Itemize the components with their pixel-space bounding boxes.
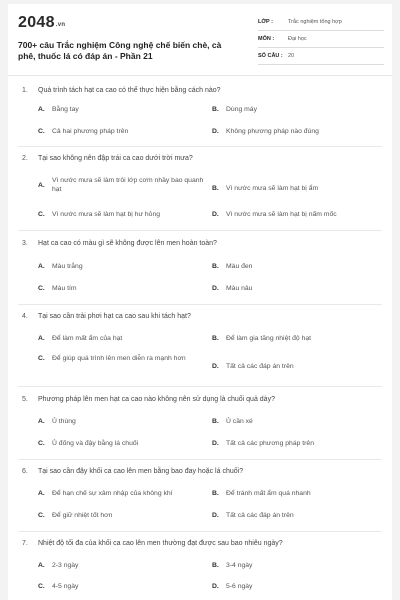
option-text: Tất cả các đáp án trên <box>226 512 294 519</box>
option-letter: A. <box>38 181 45 189</box>
option-text: 4-5 ngày <box>52 583 79 590</box>
question-number: 5. <box>22 396 28 403</box>
logo-main: 2048 <box>18 14 55 31</box>
question-stem: Tại sao cần trải phơi hạt ca cao sau khi tách hạt? <box>38 313 191 320</box>
document-page <box>8 4 392 600</box>
option-letter: D. <box>212 583 219 590</box>
question-text <box>22 239 382 248</box>
option-letter: C. <box>38 512 45 519</box>
option-letter: D. <box>212 363 219 370</box>
option-a[interactable] <box>38 176 206 194</box>
option-letter: A. <box>38 335 45 342</box>
option-a[interactable] <box>38 105 208 114</box>
option-letter: B. <box>212 263 219 270</box>
question-number: 1. <box>22 87 28 94</box>
option-text: Ủ thùng <box>52 418 76 425</box>
meta-subject-label: MÔN : <box>258 36 275 42</box>
option-letter: B. <box>212 106 219 113</box>
option-a[interactable] <box>38 417 208 426</box>
option-b[interactable] <box>212 417 382 426</box>
option-a[interactable] <box>38 334 208 343</box>
option-letter: D. <box>212 211 219 218</box>
logo-tld: .vn <box>55 22 66 28</box>
option-b[interactable] <box>212 561 382 570</box>
option-letter: C. <box>38 285 45 292</box>
option-text: Màu đen <box>226 263 253 270</box>
question-text <box>22 395 382 404</box>
option-letter: C. <box>38 583 45 590</box>
option-letter: A. <box>38 263 45 270</box>
option-d[interactable] <box>212 582 382 591</box>
option-b[interactable] <box>212 489 382 498</box>
option-text: Tất cả các đáp án trên <box>226 363 294 370</box>
option-letter: C. <box>38 128 45 135</box>
divider <box>18 459 382 460</box>
option-text: Màu trắng <box>52 263 83 270</box>
meta-subject-value: Đại học <box>288 36 307 42</box>
question-number: 4. <box>22 313 28 320</box>
question-text <box>22 539 382 548</box>
option-text: 3-4 ngày <box>226 562 253 569</box>
divider <box>18 531 382 532</box>
document-meta <box>258 14 384 65</box>
question-stem: Quá trình tách hạt ca cao có thể thực hiện bằng cách nào? <box>38 87 221 94</box>
site-logo[interactable] <box>18 14 65 32</box>
option-letter: A. <box>38 490 45 497</box>
question-number: 6. <box>22 468 28 475</box>
meta-class-value: Trắc nghiệm tổng hợp <box>288 19 342 25</box>
option-d[interactable] <box>212 439 382 448</box>
option-text: Ủ đống và đậy bằng lá chuối <box>52 440 139 447</box>
option-text: Vì nước mưa sẽ làm hạt bị nấm mốc <box>226 211 337 218</box>
meta-class-row <box>258 14 384 31</box>
option-text: Để làm gia tăng nhiệt độ hạt <box>226 335 312 342</box>
option-text: Ủ cần xé <box>226 418 253 425</box>
option-letter: B. <box>212 418 219 425</box>
divider <box>18 386 382 387</box>
meta-class-label: LỚP : <box>258 19 273 25</box>
option-letter: D. <box>212 128 219 135</box>
option-text: Màu tím <box>52 285 77 292</box>
meta-count-label: SỐ CÂU : <box>258 53 283 59</box>
option-c[interactable] <box>38 127 208 136</box>
meta-count-value: 20 <box>288 53 295 59</box>
option-text: Dùng máy <box>226 106 257 113</box>
meta-subject-row <box>258 31 384 48</box>
option-letter: D. <box>212 285 219 292</box>
option-c[interactable] <box>38 284 208 293</box>
document-header <box>8 4 392 76</box>
option-c[interactable] <box>38 210 208 219</box>
document-title: 700+ câu Trắc nghiệm Công nghệ chế biến chè, cà phê, thuốc lá có đáp án - Phần 21 <box>18 40 222 61</box>
option-letter: B. <box>212 185 219 192</box>
option-b[interactable] <box>212 184 382 193</box>
question-stem: Tại sao cần đậy khối ca cao lên men bằng bao đay hoặc lá chuối? <box>38 468 244 475</box>
question-stem: Nhiệt độ tối đa của khối ca cao lên men thường đạt được sau bao nhiêu ngày? <box>38 540 283 547</box>
question-text <box>22 154 382 163</box>
question-number: 7. <box>22 540 28 547</box>
option-d[interactable] <box>212 362 382 371</box>
option-d[interactable] <box>212 511 382 520</box>
option-a[interactable] <box>38 489 210 498</box>
option-letter: D. <box>212 440 219 447</box>
option-d[interactable] <box>212 210 384 219</box>
meta-count-row <box>258 48 384 65</box>
option-b[interactable] <box>212 262 382 271</box>
option-b[interactable] <box>212 105 382 114</box>
option-b[interactable] <box>212 334 382 343</box>
option-text: Để giúp quá trình lên men diễn ra mạnh hơn <box>52 355 186 362</box>
option-letter: B. <box>212 490 219 497</box>
option-letter: C. <box>38 211 45 218</box>
question-stem: Tại sao không nên đập trái ca cao dưới trời mưa? <box>38 155 193 162</box>
option-d[interactable] <box>212 127 382 136</box>
option-letter: A. <box>38 106 45 113</box>
option-text: 2-3 ngày <box>52 562 79 569</box>
option-text: Không phương pháp nào đúng <box>226 128 319 135</box>
option-letter: B. <box>212 562 219 569</box>
option-letter: D. <box>212 512 219 519</box>
option-text: Vì nước mưa sẽ làm hạt bị hư hỏng <box>52 211 161 218</box>
option-c[interactable] <box>38 511 208 520</box>
option-text: Vì nước mưa sẽ làm hạt bị ẩm <box>226 185 319 192</box>
option-text: Tất cả các phương pháp trên <box>226 440 314 447</box>
divider <box>18 146 382 147</box>
option-a[interactable] <box>38 561 208 570</box>
option-a[interactable] <box>38 262 208 271</box>
option-text: Để làm mất ẩm của hạt <box>52 335 123 342</box>
option-letter: C. <box>38 440 45 447</box>
question-text <box>22 467 382 476</box>
divider <box>18 304 382 305</box>
option-text: Vì nước mưa sẽ làm trôi lớp cơm nhầy bao quanh hạt <box>52 177 204 193</box>
question-number: 3. <box>22 240 28 247</box>
question-stem: Hạt ca cao có màu gì sẽ không được lên men hoàn toàn? <box>38 240 217 247</box>
option-text: 5-6 ngày <box>226 583 253 590</box>
option-d[interactable] <box>212 284 382 293</box>
question-text <box>22 312 382 321</box>
option-text: Để hạn chế sự xâm nhập của không khí <box>52 490 173 497</box>
option-letter: C. <box>38 355 45 362</box>
option-text: Màu nâu <box>226 285 253 292</box>
option-letter: B. <box>212 335 219 342</box>
option-letter: A. <box>38 418 45 425</box>
option-letter: A. <box>38 562 45 569</box>
divider <box>18 230 382 231</box>
question-number: 2. <box>22 155 28 162</box>
option-c[interactable] <box>38 354 206 363</box>
option-c[interactable] <box>38 439 208 448</box>
option-text: Để giữ nhiệt tốt hơn <box>52 512 113 519</box>
question-text <box>22 86 382 95</box>
option-text: Bằng tay <box>52 106 79 113</box>
option-text: Để tránh mất ẩm quá nhanh <box>226 490 311 497</box>
question-stem: Phương pháp lên men hạt ca cao nào không nên sử dụng là chuối quả dày? <box>38 396 275 403</box>
option-text: Cả hai phương pháp trên <box>52 128 129 135</box>
option-c[interactable] <box>38 582 208 591</box>
